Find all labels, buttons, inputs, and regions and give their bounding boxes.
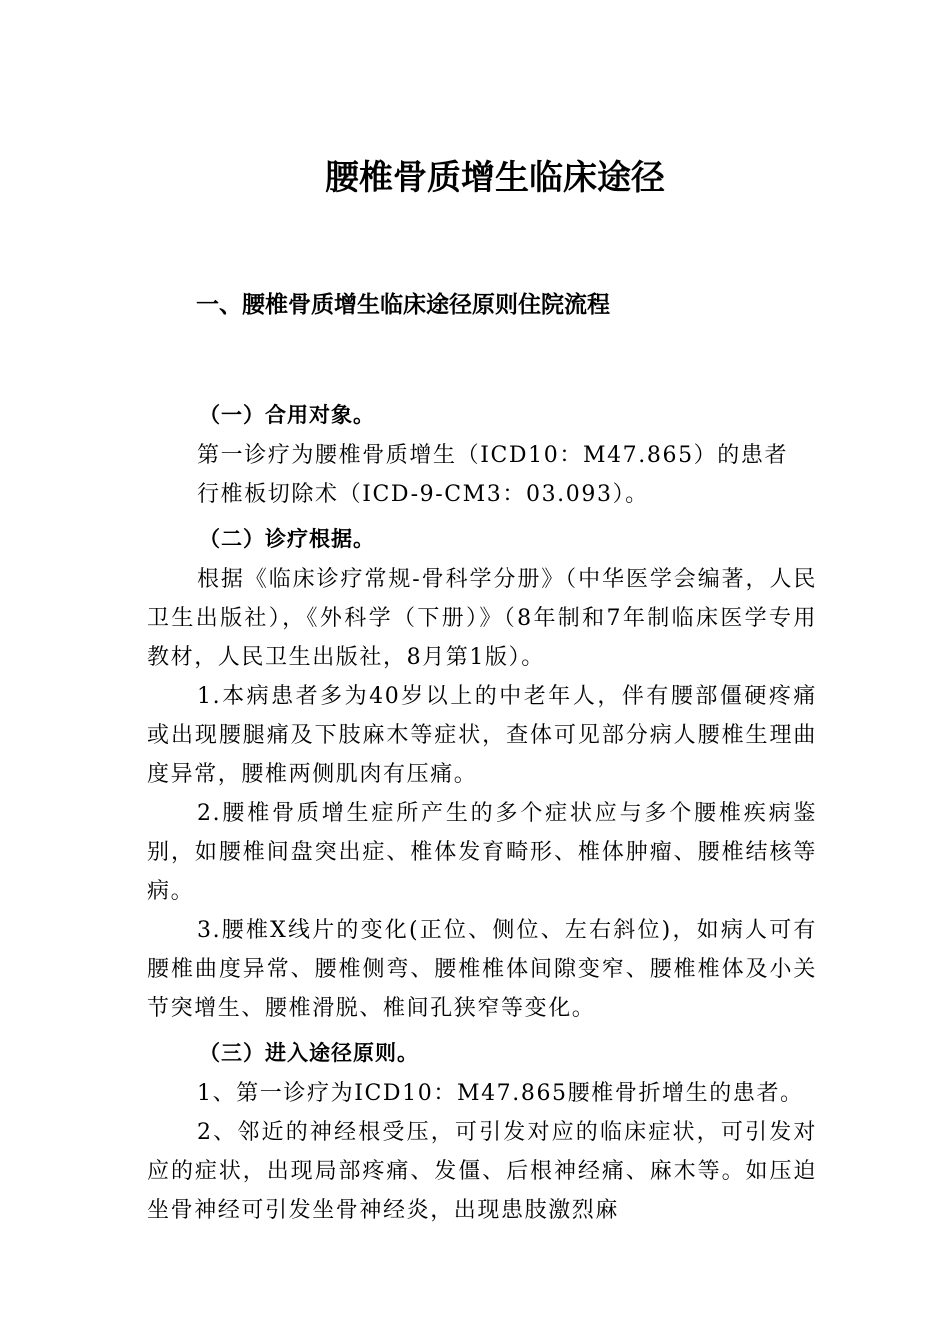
text-line: 行椎板切除术（ICD-9-CM3：03.093）。	[197, 482, 649, 507]
section-heading-1: 一、腰椎骨质增生临床途径原则住院流程	[196, 292, 610, 318]
paragraph: 2、邻近的神经根受压，可引发对应的临床症状，可引发对应的症状，出现局部疼痛、发僵、后根神经痛、麻木等。如压迫坐骨神经可引发坐骨神经炎，出现患肢激烈麻	[147, 1120, 817, 1223]
paragraph: 3.腰椎X线片的变化(正位、侧位、左右斜位)，如病人可有腰椎曲度异常、腰椎侧弯、腰椎椎体间隙变窄、腰椎椎体及小关节突增生、腰椎滑脱、椎间孔狭窄等变化。	[147, 918, 817, 1021]
document-body	[147, 394, 817, 1230]
subsection-heading-2: （二）诊疗根据。	[199, 527, 375, 551]
paragraph: 1、第一诊疗为ICD10：M47.865腰椎骨折增生的患者。	[197, 1081, 804, 1106]
subsection-1-text	[147, 436, 817, 514]
text-line: 第一诊疗为腰椎骨质增生（ICD10：M47.865）的患者	[197, 443, 789, 468]
paragraph: 1.本病患者多为40岁以上的中老年人，伴有腰部僵硬疼痛或出现腰腿痛及下肢麻木等症状，查体可见部分病人腰椎生理曲度异常，腰椎两侧肌肉有压痛。	[147, 684, 817, 787]
paragraph: 2.腰椎骨质增生症所产生的多个症状应与多个腰椎疾病鉴别，如腰椎间盘突出症、椎体发育畸形、椎体肿瘤、腰椎结核等病。	[147, 801, 817, 904]
subsection-heading-3: （三）进入途径原则。	[199, 1041, 419, 1065]
document-title: 腰椎骨质增生临床途径	[325, 158, 665, 198]
subsection-heading-1: （一）合用对象。	[199, 403, 375, 427]
paragraph: 根据《临床诊疗常规-骨科学分册》（中华医学会编著，人民卫生出版社），《外科学（下册）》（8年制和7年制临床医学专用教材，人民卫生出版社，8月第1版）。	[147, 567, 817, 670]
